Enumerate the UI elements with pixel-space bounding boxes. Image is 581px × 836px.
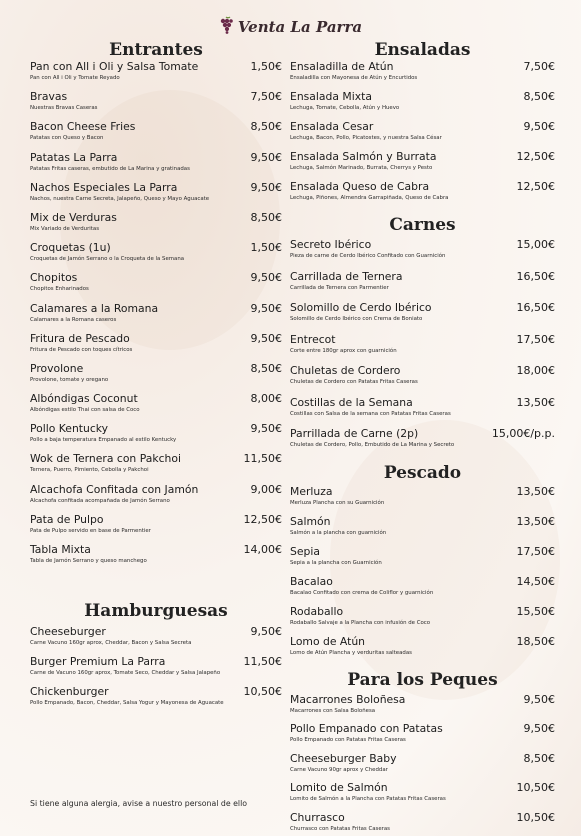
menu-item-description: Pollo Empanado con Patatas Fritas Caseras <box>290 737 406 743</box>
menu-item-description: Pieza de carne de Cerdo Ibérico Confitado con Guarnición <box>290 253 446 259</box>
menu-item-description: Alcachofa confitada acompañada de Jamón Serrano <box>30 497 170 504</box>
menu-item-description: Chuletas de Cordero con Patatas Fritas Caseras <box>290 379 418 385</box>
menu-item <box>290 722 555 752</box>
menu-item-description: Lomito de Salmón a la Plancha con Patatas Fritas Caseras <box>290 796 446 802</box>
menu-item-description: Solomillo de Cerdo Ibérico con Crema de Boniato <box>290 316 423 322</box>
menu-item-price: 15,00€/p.p. <box>491 427 555 440</box>
menu-item <box>290 396 555 428</box>
menu-item-name: Cheeseburger Baby <box>290 751 397 765</box>
right-column <box>290 40 555 836</box>
menu-item-price: 8,50€ <box>250 210 282 224</box>
brand-name: Venta La Parra <box>237 18 363 36</box>
menu-item-name: Rodaballo <box>290 604 344 618</box>
menu-item-price: 12,50€ <box>516 150 555 163</box>
menu-item-description: Sepia a la plancha con Guarnición <box>290 559 382 566</box>
menu-item-description: Mix Variado de Verduritas <box>30 225 100 232</box>
menu-item-price: 9,50€ <box>250 301 282 315</box>
section-ensaladas <box>290 40 555 210</box>
menu-item-description: Lechuga, Salmón Marinado, Burrata, Cherrys y Pesto <box>290 165 433 171</box>
menu-item <box>290 635 555 665</box>
menu-item-name: Bacalao <box>290 574 333 588</box>
menu-item-name: Bravas <box>30 90 68 104</box>
menu-item-description: Patatas Fritas caseras, embutido de La Marina y gratinadas <box>30 165 190 172</box>
menu-item <box>30 332 282 362</box>
menu-item-price: 18,00€ <box>516 364 555 377</box>
menu-item <box>30 271 282 301</box>
menu-item <box>30 685 282 715</box>
menu-item-description: Carne Vacuno 160gr aprox, Cheddar, Bacon y Salsa Secreta <box>30 640 192 647</box>
menu-item-description: Chopitos Enharinados <box>30 286 89 293</box>
section-hamburguesas <box>30 601 282 715</box>
menu-item-name: Costillas de la Semana <box>290 395 413 409</box>
menu-item <box>290 752 555 782</box>
menu-item-description: Costillas con Salsa de la semana con Patatas Fritas Caseras <box>290 410 451 417</box>
menu-item-price: 18,50€ <box>516 634 555 648</box>
menu-item <box>290 515 555 545</box>
menu-item <box>30 452 282 482</box>
menu-item-price: 8,50€ <box>523 751 555 765</box>
menu-item-price: 13,50€ <box>516 395 555 409</box>
menu-item-name: Chopitos <box>30 271 78 285</box>
menu-item-name: Carrillada de Ternera <box>290 269 403 283</box>
menu-item-price: 12,50€ <box>243 512 282 526</box>
menu-item-description: Pollo Empanado, Bacon, Cheddar, Salsa Yogur y Mayonesa de Aguacate <box>30 700 224 707</box>
menu-item-description: Fritura de Pescado con toques cítricos <box>30 346 133 353</box>
menu-item-price: 9,00€ <box>250 482 282 496</box>
menu-item <box>30 655 282 685</box>
menu-item-name: Salmón <box>290 514 331 528</box>
menu-item-description: Nachos, nuestra Carne Secreta, Jalapeño, Queso y Mayo Aguacate <box>30 195 210 202</box>
allergy-note: Si tiene alguna alergia, avise a nuestro personal de ello <box>30 799 248 808</box>
menu-item-price: 10,50€ <box>516 781 555 794</box>
menu-item-name: Provolone <box>30 361 84 375</box>
menu-item-description: Carrillada de Ternera con Parmentier <box>290 284 389 291</box>
menu-item-description: Carne de Vacuno 160gr aprox, Tomate Seco, Cheddar y Salsa Jalapeño <box>30 670 221 677</box>
menu-item-price: 1,50€ <box>250 60 282 73</box>
menu-item <box>290 545 555 575</box>
menu-item-price: 8,50€ <box>250 361 282 375</box>
menu-item-name: Tabla Mixta <box>30 543 91 556</box>
menu-item-name: Merluza <box>290 484 333 498</box>
menu-item-description: Lomo de Atún Plancha y verduritas salteadas <box>290 649 412 656</box>
menu-item-description: Patatas con Queso y Bacon <box>30 135 104 142</box>
menu-item-description: Macarrones con Salsa Boloñesa <box>290 707 376 714</box>
menu-item-price: 12,50€ <box>516 180 555 193</box>
menu-item-description: Bacalao Confitado con crema de Coliflor y guarnición <box>290 589 434 596</box>
menu-item-name: Ensalada Cesar <box>290 120 374 133</box>
menu-item <box>30 60 282 90</box>
menu-item-name: Ensalada Queso de Cabra <box>290 180 430 193</box>
menu-item-description: Albóndigas estilo Thai con salsa de Coco <box>30 407 140 414</box>
menu-item <box>30 120 282 150</box>
section-title: Pescado <box>383 462 462 483</box>
menu-item <box>290 90 555 120</box>
menu-item <box>30 211 282 241</box>
section-title: Carnes <box>389 215 456 235</box>
menu-item-description: Rodaballo Salvaje a la Plancha con infusión de Coco <box>290 619 431 626</box>
menu-item <box>290 150 555 180</box>
menu-item <box>290 60 555 90</box>
menu-item-name: Lomo de Atún <box>290 634 366 648</box>
menu-item-price: 14,00€ <box>243 543 282 556</box>
menu-item-price: 16,50€ <box>516 301 555 314</box>
menu-item-price: 9,50€ <box>250 150 282 164</box>
menu-item <box>30 362 282 392</box>
menu-item-description: Corte entre 180gr aprox con guarnición <box>290 347 397 354</box>
menu-item-price: 16,50€ <box>516 269 555 283</box>
menu-item-price: 9,50€ <box>250 271 282 285</box>
menu-item-name: Chickenburger <box>30 685 109 699</box>
menu-item-name: Macarrones Boloñesa <box>290 692 406 706</box>
menu-item-name: Calamares a la Romana <box>30 301 159 315</box>
menu-item-price: 9,50€ <box>523 722 555 735</box>
menu-item <box>30 392 282 422</box>
left-column <box>30 40 282 715</box>
menu-item-price: 9,50€ <box>523 692 555 706</box>
menu-item <box>30 543 282 573</box>
menu-item <box>290 811 555 836</box>
menu-item-name: Chuletas de Cordero <box>290 364 401 377</box>
menu-item-price: 17,50€ <box>516 544 555 558</box>
menu-item-price: 10,50€ <box>516 810 555 824</box>
menu-item-price: 9,50€ <box>523 120 555 133</box>
menu-item-description: Nuestras Bravas Caseras <box>30 105 98 112</box>
menu-item-price: 7,50€ <box>250 90 282 104</box>
menu-item-name: Pan con All i Oli y Salsa Tomate <box>30 60 199 73</box>
menu-item-name: Ensalada Salmón y Burrata <box>290 150 437 163</box>
menu-item-price: 7,50€ <box>523 60 555 73</box>
menu-item-price: 9,50€ <box>250 422 282 436</box>
menu-item <box>30 151 282 181</box>
menu-item-name: Secreto Ibérico <box>290 238 372 251</box>
menu-item-name: Churrasco <box>290 810 345 824</box>
menu-item <box>30 241 282 271</box>
menu-item-name: Solomillo de Cerdo Ibérico <box>290 301 432 314</box>
menu-item-price: 15,00€ <box>516 238 555 251</box>
menu-item-description: Carne Vacuno 90gr aprox y Cheddar <box>290 766 388 773</box>
section-carnes <box>290 215 555 459</box>
menu-item-price: 11,50€ <box>243 452 282 466</box>
menu-item-name: Burger Premium La Parra <box>30 655 166 669</box>
menu-item-price: 9,50€ <box>250 331 282 345</box>
menu-item <box>290 605 555 635</box>
menu-item-price: 1,50€ <box>250 241 282 255</box>
menu-item-description: Tabla de Jamón Serrano y queso manchego <box>30 558 147 564</box>
menu-item-name: Wok de Ternera con Pakchoi <box>30 452 181 466</box>
menu-item-name: Sepia <box>290 544 320 558</box>
section-entrantes <box>30 40 282 573</box>
menu-item-description: Pollo a baja temperatura Empanado al estilo Kentucky <box>30 437 177 444</box>
grape-logo-icon <box>219 16 233 38</box>
menu-item-name: Pollo Kentucky <box>30 422 109 436</box>
menu-item <box>30 513 282 543</box>
section-title: Entrantes <box>109 40 203 60</box>
menu-item <box>290 120 555 150</box>
menu-item <box>290 781 555 811</box>
menu-item <box>290 180 555 210</box>
menu-item-name: Patatas La Parra <box>30 150 118 164</box>
menu-item-description: Provolone, tomate y oregano <box>30 376 109 383</box>
section-para-los-peques <box>290 670 555 836</box>
menu-item-description: Croquetas de Jamón Serrano o la Croqueta de la Semana <box>30 256 185 263</box>
menu-item-description: Chuletas de Cordero, Pollo, Embutido de La Marina y Secreto <box>290 442 455 448</box>
menu-item-name: Bacon Cheese Fries <box>30 120 136 134</box>
menu-item <box>290 333 555 365</box>
menu-item <box>290 238 555 270</box>
menu-item-description: Ternera, Puerro, Pimiento, Cebolla y Pakchoi <box>30 467 149 474</box>
menu-item-description: Lechuga, Piñones, Almendra Garrapiñada, Queso de Cabra <box>290 195 449 201</box>
menu-item <box>290 693 555 723</box>
menu-item-price: 8,00€ <box>250 392 282 406</box>
menu-item-name: Fritura de Pescado <box>30 331 130 345</box>
menu-item-name: Ensaladilla de Atún <box>290 60 394 73</box>
menu-item-name: Parrillada de Carne (2p) <box>290 427 419 440</box>
section-title: Ensaladas <box>374 40 471 60</box>
menu-item-price: 9,50€ <box>250 625 282 639</box>
brand-header <box>0 14 581 40</box>
menu-item-name: Pata de Pulpo <box>30 512 104 526</box>
menu-item-name: Albóndigas Coconut <box>30 392 138 406</box>
menu-item <box>290 270 555 302</box>
menu-item-price: 13,50€ <box>516 514 555 528</box>
menu-item-price: 8,50€ <box>523 90 555 103</box>
menu-item <box>290 485 555 515</box>
menu-item-price: 9,50€ <box>250 180 282 194</box>
menu-item <box>30 422 282 452</box>
menu-item-name: Croquetas (1u) <box>30 241 111 255</box>
menu-item <box>290 427 555 459</box>
menu-item-description: Lechuga, Tomate, Cebolla, Atún y Huevo <box>290 105 400 111</box>
menu-item <box>30 625 282 655</box>
menu-item-price: 10,50€ <box>243 685 282 699</box>
menu-item-description: Merluza Plancha con su Guarnición <box>290 499 385 506</box>
menu-item-description: Ensaladilla con Mayonesa de Atún y Encurtidos <box>290 75 418 81</box>
menu-item-description: Salmón a la plancha con guarnición <box>290 529 387 536</box>
menu-item-description: Churrasco con Patatas Fritas Caseras <box>290 825 390 832</box>
menu-item-name: Pollo Empanado con Patatas <box>290 722 443 735</box>
menu-item <box>290 575 555 605</box>
menu-item-description: Pata de Pulpo servido en base de Parmentier <box>30 527 151 534</box>
menu-item-name: Cheeseburger <box>30 625 106 639</box>
menu-item <box>30 90 282 120</box>
menu-item-name: Nachos Especiales La Parra <box>30 180 178 194</box>
menu-item <box>290 301 555 333</box>
menu-item-description: Calamares a la Romana caseros <box>30 316 117 323</box>
menu-item-name: Entrecot <box>290 332 336 346</box>
menu-item-price: 8,50€ <box>250 120 282 134</box>
section-title: Hamburguesas <box>84 601 228 622</box>
menu-item <box>30 302 282 332</box>
menu-item-description: Pan con All i Oli y Tomate Reyado <box>30 75 120 81</box>
menu-item-name: Alcachofa Confitada con Jamón <box>30 482 199 496</box>
menu-item <box>30 181 282 211</box>
menu-item-price: 17,50€ <box>516 332 555 346</box>
menu-item-price: 11,50€ <box>243 655 282 669</box>
menu-item <box>30 483 282 513</box>
menu-item-price: 15,50€ <box>516 604 555 618</box>
menu-item-name: Mix de Verduras <box>30 210 117 224</box>
menu-item <box>290 364 555 396</box>
menu-item-description: Lechuga, Bacon, Pollo, Picatostes, y nuestra Salsa César <box>290 135 442 141</box>
section-title: Para los Peques <box>347 669 498 690</box>
menu-item-name: Ensalada Mixta <box>290 90 372 103</box>
section-pescado <box>290 463 555 665</box>
menu-item-price: 14,50€ <box>516 574 555 588</box>
menu-item-name: Lomito de Salmón <box>290 781 388 794</box>
menu-item-price: 13,50€ <box>516 484 555 498</box>
